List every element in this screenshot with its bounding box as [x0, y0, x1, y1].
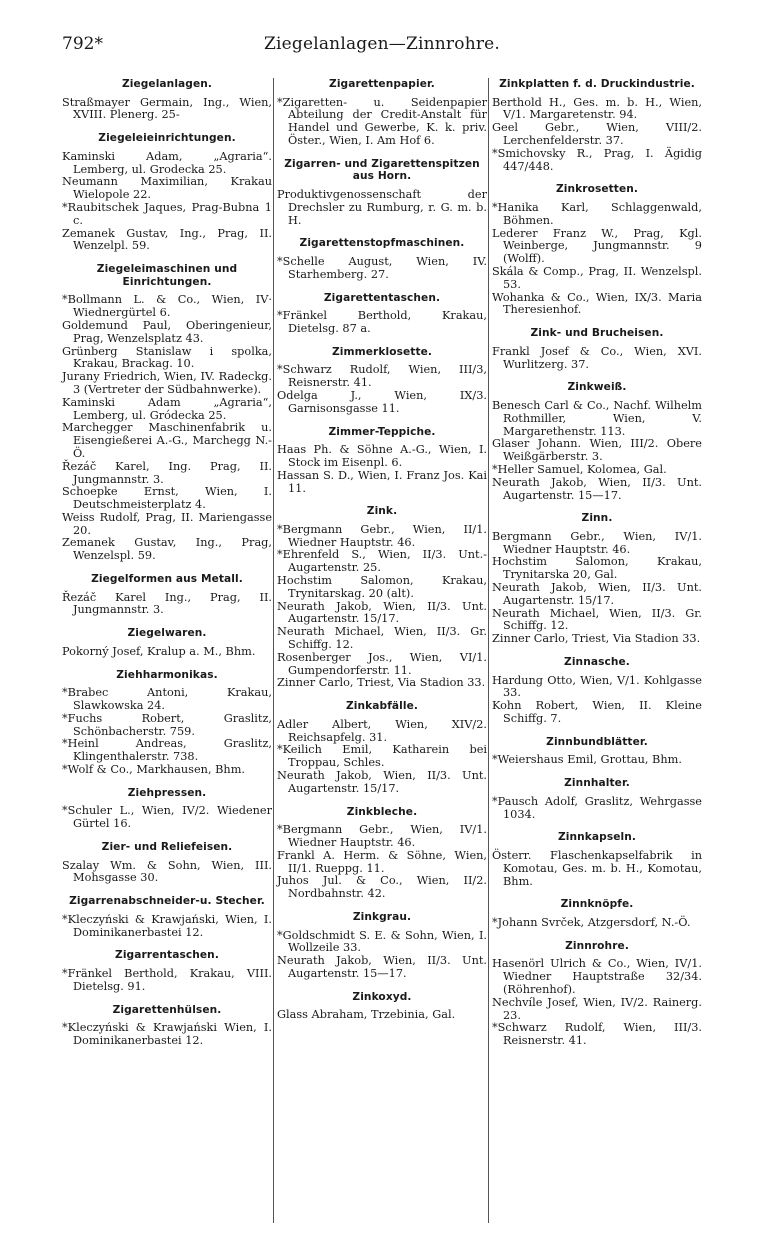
directory-entry: *Schuler L., Wien, IV/2. Wiedener Gürtel 16.: [62, 804, 272, 831]
directory-entry: Zemanek Gustav, Ing., Prag, Wenzelspl. 59.: [62, 536, 272, 563]
directory-entry: Produktivgenossenschaft der Drechsler zu Rumburg, r. G. m. b. H.: [277, 187, 487, 227]
directory-entry: Juhos Jul. & Co., Wien, II/2. Nordbahnstr. 42.: [277, 874, 487, 901]
section-heading: Zinnrohre.: [565, 939, 629, 952]
directory-entry: Zinner Carlo, Triest, Via Stadion 33.: [277, 676, 486, 690]
directory-section: [492, 736, 702, 767]
page-number: 792*: [62, 34, 103, 54]
directory-entry: Pokorný Josef, Kralup a. M., Bhm.: [62, 644, 256, 658]
directory-entry: Nechvíle Josef, Wien, IV/2. Rainerg. 23.: [492, 995, 702, 1022]
directory-entry: Neurath Jakob, Wien, II/3. Unt. Augartenstr. 15—17.: [277, 954, 487, 980]
directory-section: [492, 777, 702, 821]
directory-section: [277, 237, 487, 281]
section-heading: Zigarren- und Zigarettenspitzen aus Horn.: [284, 157, 480, 183]
section-heading: Zinn.: [581, 512, 613, 525]
directory-entry: *Schwarz Rudolf, Wien, III/3. Reisnerstr. 41.: [492, 1021, 702, 1048]
directory-entry: Neurath Jakob, Wien, II/3. Unt. Augartenstr. 15/17.: [277, 599, 487, 626]
directory-entry: Hasenörl Ulrich & Co., Wien, IV/1. Wiedner Hauptstraße 32/34. (Röhrenhof).: [492, 957, 702, 996]
directory-entry: Zinner Carlo, Triest, Via Stadion 33.: [492, 632, 701, 646]
directory-entry: Schoepke Ernst, Wien, I. Deutschmeisterplatz 4.: [62, 485, 272, 512]
directory-entry: Neurath Michael, Wien, II/3. Gr. Schiffg. 12.: [492, 606, 702, 633]
directory-entry: Frankl A. Herm. & Söhne, Wien, II/1. Rueppg. 11.: [277, 848, 487, 875]
directory-section: [277, 426, 487, 496]
directory-entry: *Weiershaus Emil, Grottau, Bhm.: [492, 753, 682, 767]
directory-entry: *Pausch Adolf, Graslitz, Wehrgasse 1034.: [492, 794, 702, 821]
directory-entry: Zemanek Gustav, Ing., Prag, II. Wenzelpl. 59.: [62, 226, 272, 253]
directory-entry: *Fuchs Robert, Graslitz, Schönbacherstr. 759.: [62, 711, 272, 738]
directory-section: [62, 895, 272, 939]
directory-section: [492, 656, 702, 726]
directory-entry: *Schwarz Rudolf, Wien, III/3, Reisnerstr. 41.: [277, 363, 487, 390]
directory-entry: Neurath Jakob, Wien, II/3. Unt. Augartenstr. 15/17.: [492, 581, 702, 607]
section-heading: Zinnknöpfe.: [560, 898, 634, 911]
directory-section: [277, 78, 487, 148]
section-heading: Zink.: [366, 505, 398, 518]
directory-entry: Hochstim Salomon, Krakau, Trynitarskag. 20 (alt).: [277, 574, 487, 600]
directory-entry: *Schelle August, Wien, IV. Starhemberg. 27.: [277, 254, 487, 281]
directory-entry: Frankl Josef & Co., Wien, XVI. Wurlitzerg. 37.: [492, 344, 702, 371]
directory-entry: Goldemund Paul, Oberingenieur, Prag, Wenzelsplatz 43.: [62, 318, 272, 345]
directory-entry: *Ehrenfeld S., Wien, II/3. Unt.-Augartenstr. 25.: [277, 548, 487, 575]
directory-entry: Kaminski Adam „Agraria“, Lemberg, ul. Gródecka 25.: [62, 395, 272, 422]
directory-entry: *Fränkel Berthold, Krakau, Dietelsg. 87 a.: [277, 309, 487, 335]
directory-section: [277, 991, 487, 1022]
directory-entry: Odelga J., Wien, IX/3. Garnisonsgasse 11.: [277, 388, 487, 415]
directory-entry: Berthold H., Ges. m. b. H., Wien, V/1. Margaretenstr. 94.: [492, 95, 702, 122]
directory-entry: Hassan S. D., Wien, I. Franz Jos. Kai 11.: [277, 468, 487, 495]
directory-entry: *Brabec Antoni, Krakau, Slawkowska 24.: [62, 686, 272, 713]
directory-section: [277, 911, 487, 981]
directory-entry: Řezáč Karel, Ing. Prag, II. Jungmannstr. 3.: [62, 459, 272, 486]
section-heading: Zinkabfälle.: [345, 700, 419, 713]
directory-entry: Glaser Johann. Wien, III/2. Obere Weißgärberstr. 3.: [492, 437, 702, 464]
directory-section: [62, 787, 272, 831]
column-1: [62, 78, 272, 1048]
column-3: [492, 78, 702, 1048]
directory-entry: Rosenberger Jos., Wien, VI/1. Gumpendorferstr. 11.: [277, 650, 487, 677]
directory-section: [62, 263, 272, 563]
directory-entry: Kohn Robert, Wien, II. Kleine Schiffg. 7.: [492, 699, 702, 726]
directory-entry: *Goldschmidt S. E. & Sohn, Wien, I. Wollzeile 33.: [277, 928, 487, 955]
directory-entry: Neurath Jakob, Wien, II/3. Unt. Augartenstr. 15/17.: [277, 769, 487, 795]
directory-section: [277, 346, 487, 416]
section-heading: Zier- und Reliefeisen.: [101, 841, 233, 854]
directory-entry: *Zigaretten- u. Seidenpapier Abteilung der Credit-Anstalt für Handel und Gewerbe, K. k. priv. Öster., Wien, I. Am Hof 6.: [277, 95, 487, 147]
directory-section: [492, 78, 702, 173]
directory-section: [277, 158, 487, 228]
directory-section: [62, 132, 272, 253]
directory-section: [277, 806, 487, 901]
directory-entry: Weiss Rudolf, Prag, II. Mariengasse 20.: [62, 510, 272, 537]
section-heading: Zimmerklosette.: [331, 345, 433, 358]
directory-entry: *Wolf & Co., Markhausen, Bhm.: [62, 763, 246, 777]
directory-entry: *Keilich Emil, Katharein bei Troppau, Schles.: [277, 743, 487, 770]
section-heading: Zigarettenhülsen.: [112, 1003, 222, 1016]
section-heading: Zigarrentaschen.: [115, 949, 219, 962]
directory-entry: Hochstim Salomon, Krakau, Trynitarska 20, Gal.: [492, 555, 702, 582]
directory-entry: Skála & Comp., Prag, II. Wenzelspl. 53.: [492, 264, 702, 291]
directory-section: [62, 627, 272, 658]
column-divider: [273, 78, 274, 1223]
directory-entry: Glass Abraham, Trzebinia, Gal.: [277, 1008, 456, 1022]
directory-entry: Neurath Jakob, Wien, II/3. Unt. Augartenstr. 15—17.: [492, 475, 702, 502]
column-2: [277, 78, 487, 1022]
section-heading: Zinnkapseln.: [557, 831, 637, 844]
directory-entry: *Heinl Andreas, Graslitz, Klingenthalerstr. 738.: [62, 737, 272, 764]
section-heading: Zigarettenstopfmaschinen.: [299, 237, 465, 250]
directory-section: [492, 512, 702, 646]
section-heading: Ziegelwaren.: [127, 627, 207, 640]
directory-entry: Benesch Carl & Co., Nachf. Wilhelm Rothmiller, Wien, V. Margarethenstr. 113.: [492, 398, 702, 438]
directory-entry: *Kleczyński & Krawjański, Wien, I. Dominikanerbastei 12.: [62, 912, 272, 939]
directory-entry: Lederer Franz W., Prag, Kgl. Weinberge, Jungmannstr. 9 (Wolff).: [492, 226, 702, 266]
section-heading: Zink- und Brucheisen.: [530, 327, 664, 340]
section-heading: Ziegelanlagen.: [121, 78, 213, 90]
section-heading: Zinkbleche.: [346, 805, 418, 818]
section-heading: Zimmer-Teppiche.: [328, 425, 436, 438]
column-divider: [488, 78, 489, 1223]
directory-entry: *Hanika Karl, Schlaggenwald, Böhmen.: [492, 200, 702, 227]
section-heading: Zinkrosetten.: [555, 183, 639, 196]
section-heading: Ziegelformen aus Metall.: [91, 573, 243, 586]
directory-entry: Straßmayer Germain, Ing., Wien, XVIII. Plenerg. 25-: [62, 95, 272, 122]
section-heading: Zinnhalter.: [564, 777, 630, 790]
section-heading: Zigarettentaschen.: [323, 291, 441, 304]
section-heading: Zinkweiß.: [567, 381, 627, 394]
directory-entry: *Bergmann Gebr., Wien, II/1. Wiedner Hauptstr. 46.: [277, 522, 487, 549]
section-heading: Zinkplatten f. d. Druckindustrie.: [499, 78, 695, 90]
directory-section: [492, 183, 702, 317]
section-heading: Ziehpressen.: [127, 786, 207, 799]
section-heading: Ziegeleieinrichtungen.: [98, 132, 236, 145]
directory-entry: *Smichovsky R., Prag, I. Ägidig 447/448.: [492, 146, 702, 173]
directory-entry: *Heller Samuel, Kolomea, Gal.: [492, 462, 667, 476]
directory-entry: Marchegger Maschinenfabrik u. Eisengießerei A.-G., Marchegg N.-Ö.: [62, 421, 272, 460]
section-heading: Ziegeleimaschinen und Einrichtungen.: [96, 263, 238, 288]
directory-entry: Kaminski Adam, „Agraria“. Lemberg, ul. Grodecka 25.: [62, 149, 272, 176]
directory-entry: Geel Gebr., Wien, VIII/2. Lerchenfelderstr. 37.: [492, 121, 702, 147]
directory-entry: Neumann Maximilian, Krakau Wielopole 22.: [62, 175, 272, 202]
directory-section: [277, 292, 487, 336]
section-heading: Zigarettenpapier.: [329, 78, 435, 90]
directory-section: [62, 841, 272, 885]
section-heading: Zinnbundblätter.: [546, 735, 648, 748]
page-header: [62, 34, 702, 60]
directory-section: [62, 78, 272, 122]
directory-entry: Haas Ph. & Söhne A.-G., Wien, I. Stock im Eisenpl. 6.: [277, 443, 487, 469]
directory-entry: Wohanka & Co., Wien, IX/3. Maria Theresienhof.: [492, 290, 702, 317]
directory-entry: Szalay Wm. & Sohn, Wien, III. Mohsgasse 30.: [62, 858, 272, 885]
directory-section: [492, 898, 702, 929]
directory-entry: Adler Albert, Wien, XIV/2. Reichsapfelg. 31.: [277, 717, 487, 744]
directory-entry: *Kleczyński & Krawjański Wien, I. Dominikanerbastei 12.: [62, 1021, 272, 1047]
directory-entry: *Raubitschek Jaques, Prag-Bubna 1 c.: [62, 200, 272, 227]
directory-entry: Neurath Michael, Wien, II/3. Gr. Schiffg. 12.: [277, 625, 487, 652]
directory-section: [492, 940, 702, 1048]
directory-entry: *Bergmann Gebr., Wien, IV/1. Wiedner Hauptstr. 46.: [277, 823, 487, 850]
directory-section: [492, 831, 702, 888]
section-heading: Zinkoxyd.: [352, 990, 412, 1003]
directory-section: [62, 669, 272, 777]
directory-entry: *Johann Svrček, Atzgersdorf, N.-Ö.: [492, 916, 691, 929]
directory-entry: Řezáč Karel Ing., Prag, II. Jungmannstr. 3.: [62, 590, 272, 617]
directory-entry: Jurany Friedrich, Wien, IV. Radeckg. 3 (Vertreter der Südbahnwerke).: [62, 370, 272, 396]
directory-entry: Österr. Flaschenkapselfabrik in Komotau, Ges. m. b. H., Komotau, Bhm.: [492, 849, 702, 888]
page-title: Ziegelanlagen—Zinnrohre.: [263, 34, 501, 54]
directory-entry: Grünberg Stanislaw i spolka, Krakau, Brackag. 10.: [62, 344, 272, 371]
directory-section: [277, 505, 487, 690]
directory-entry: Hardung Otto, Wien, V/1. Kohlgasse 33.: [492, 673, 702, 700]
section-heading: Zinnasche.: [564, 656, 630, 669]
directory-section: [62, 949, 272, 993]
section-heading: Ziehharmonikas.: [116, 668, 218, 681]
section-heading: Zigarrenabschneider-u. Stecher.: [69, 895, 265, 908]
directory-section: [62, 1004, 272, 1048]
section-heading: Zinkgrau.: [352, 911, 412, 923]
directory-section: [492, 381, 702, 502]
directory-entry: *Bollmann L. & Co., Wien, IV· Wiednergürtel 6.: [62, 293, 272, 320]
directory-section: [277, 700, 487, 795]
directory-section: [62, 573, 272, 617]
directory-entry: Bergmann Gebr., Wien, IV/1. Wiedner Hauptstr. 46.: [492, 529, 702, 556]
directory-section: [492, 327, 702, 371]
directory-entry: *Fränkel Berthold, Krakau, VIII. Dietelsg. 91.: [62, 966, 272, 993]
